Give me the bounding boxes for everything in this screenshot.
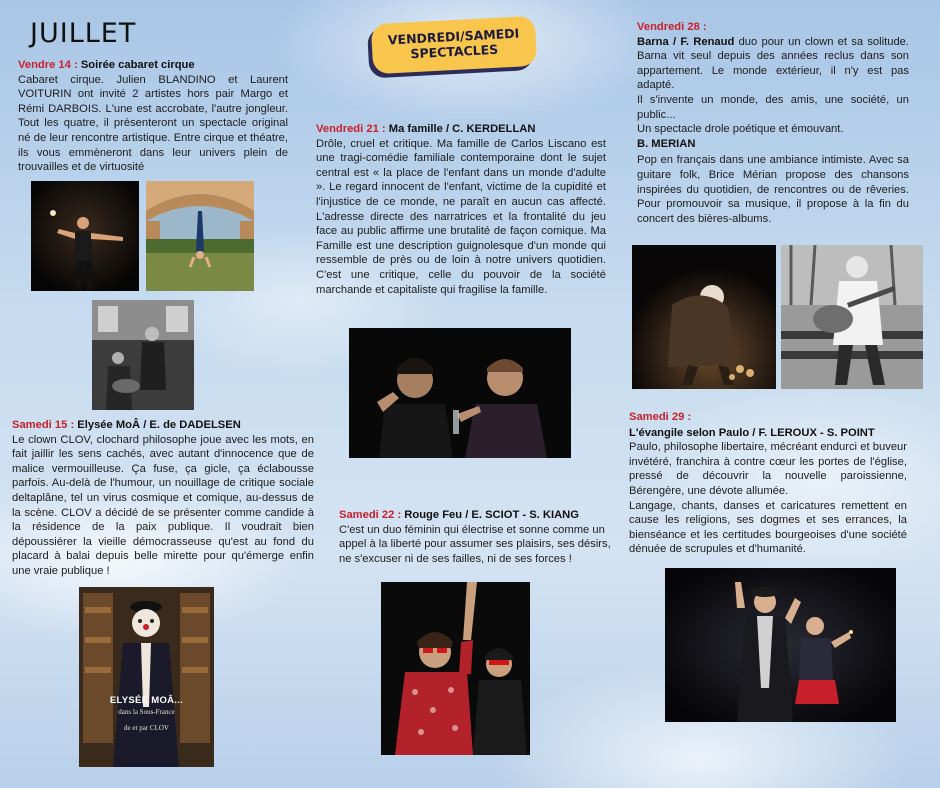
poster-elysee-moa (79, 587, 214, 767)
event-description: Langage, chants, danses et caricatures remettent en cause les religions, ses dogmes et ses errances, la bienséance et les certitudes bourgeoises d'une société dénuée de scrupules et d'humanité. (629, 499, 907, 556)
event-description: Pop en français dans une ambiance intimiste. Avec sa guitare folk, Brice Mérian propose des chansons inspirées du quotidien, de rencontres ou de rêveries. Pour promouvoir sa musique, il propose à la fin du concert des bières-albums. (637, 154, 909, 225)
poster-credit: de et par CLOV (124, 724, 169, 732)
event-description: Un spectacle drole poétique et émouvant. (637, 123, 844, 136)
event-title: Elysée MoÂ / E. de DADELSEN (77, 419, 241, 431)
event-title: Barna / F. Renaud (637, 35, 735, 48)
section-badge (371, 16, 537, 75)
photo-merian-guitar (781, 245, 923, 389)
photo-evangile-paulo (665, 568, 896, 722)
event-title: B. MERIAN (637, 137, 696, 150)
event-description: duo pour un clown et sa solitude. Barna vit seul depuis des années reclus dans son appartement. Le monde extérieur, il n'y est pas adapté. (637, 35, 909, 92)
event-description: Drôle, cruel et critique. Ma famille de Carlos Liscano est une tragi-comédie familiale contemporaine dont le sujet central est « la place de l'enfant dans un monde d'adulte ». Le regard innocent de l'enfant, victime de la cupidité et l'injustice de ce monde, ne paraît en aucun cas affecté. L'adresse directe des narratrices et la frontalité du jeu face au public affirme une brutalité de façon comique. Ma Famille est une description guignolesque d'un monde qui ressemble de près ou de loin à notre univers quotidien. C'est une critique, celle du pouvoir de la société marchande et capitaliste qui fragilise la famille. (316, 137, 606, 296)
photo-rouge-feu (381, 582, 530, 755)
event-description: C'est un duo féminin qui électrise et sonne comme un appel à la liberté pour assumer ses plaisirs, ses désirs, ne s'excuser ni de ses failles, ni de ses forces ! (339, 523, 611, 565)
event-22 (339, 508, 619, 566)
photo-ma-famille (349, 328, 571, 458)
badge-line-1: VENDREDI/SAMEDI (387, 25, 520, 48)
event-description: Il s'invente un monde, des amis, une société, un public... (637, 93, 909, 121)
event-date: Vendre 14 : (18, 59, 81, 71)
event-date: Samedi 22 : (339, 509, 405, 521)
event-15 (12, 418, 314, 579)
poster-subtitle: dans la Sous-France (118, 708, 175, 716)
photo-juggler (31, 181, 139, 291)
event-29 (629, 410, 907, 557)
photo-barna-clown (632, 245, 776, 389)
month-title: JUILLET (30, 18, 137, 49)
event-21 (316, 122, 606, 297)
event-title: Soirée cabaret cirque (80, 59, 195, 71)
poster-title: ELYSÉE MOÂ... (109, 695, 184, 706)
event-description: Paulo, philosophe libertaire, mécréant endurci et buveur invétéré, franchira à contre cœur les portes de l'église, pressé de découvrir la nouvelle paroissienne, Bérengère, une dévote allumée. (629, 441, 907, 497)
photo-cabaret-bw (92, 300, 194, 410)
photo-acrobat-bridge (146, 181, 254, 291)
event-date: Vendredi 21 : (316, 123, 389, 135)
event-description: Le clown CLOV, clochard philosophe joue avec les mots, en fait jaillir les sens cachés, avec autant d'innocence que de malice vermouilleuse. Ça fuse, ça gicle, ça éclabousse parfois. Au-delà de l'humour, un nouillage de critique sociale deltaplâne, tel un virus cosmique et comique, au-dessus de la scène. CLOV a décidé de se présenter comme candide à la résidence de la paix publique. Il voudrait bien dépoussiérer la vieille démocrasseuse qu'est au fond du placard à balai depuis belle mirette pour qu'émerge enfin une vraie publique ! (12, 433, 314, 577)
event-title: L'évangile selon Paulo / F. LEROUX - S. POINT (629, 426, 875, 439)
badge-line-2: SPECTACLES (410, 41, 499, 62)
event-28 (637, 20, 909, 226)
event-date: Samedi 15 : (12, 419, 78, 431)
event-date: Vendredi 28 : (637, 21, 707, 33)
event-date: Samedi 29 : (629, 411, 692, 423)
event-title: Ma famille / C. KERDELLAN (388, 123, 536, 135)
event-description: Cabaret cirque. Julien BLANDINO et Laurent VOITURIN ont invité 2 artistes hors pair Margo et Rémi DARBOIS. L'une est accrobate, l'autre jongleur. Tout les quatre, il présenteront un spectacle original né de leur rencontre artistique. Entre cirque et théatre, ils vous emmèneront dans leur univers plein de trouvailles et de virtuosité (18, 73, 288, 174)
event-14 (18, 58, 288, 175)
event-title: Rouge Feu / E. SCIOT - S. KIANG (404, 509, 579, 521)
